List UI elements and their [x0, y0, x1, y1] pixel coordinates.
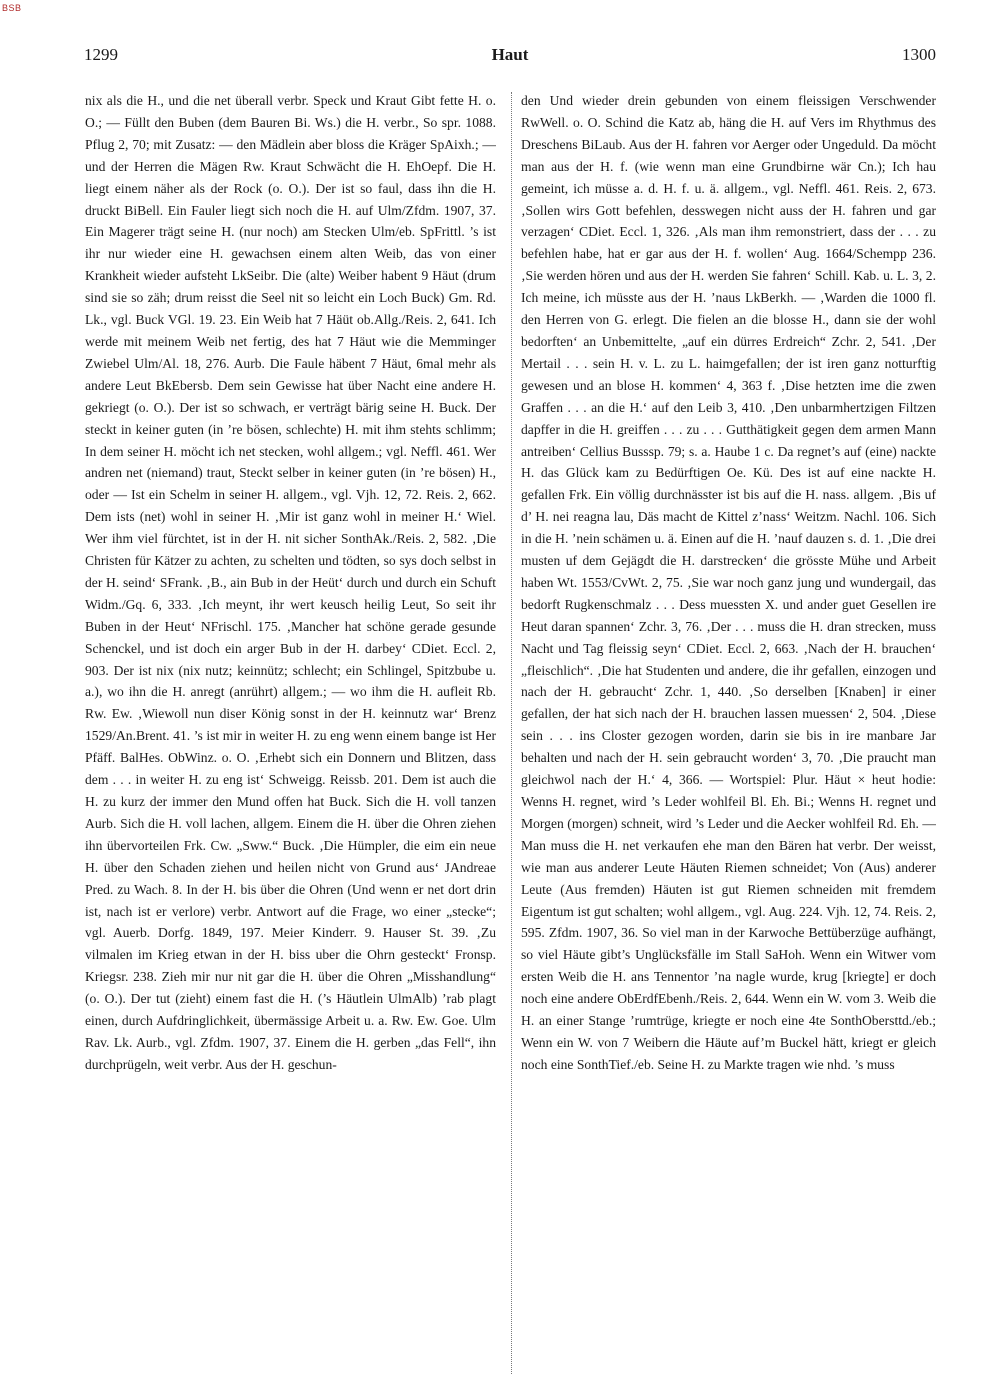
- left-column-text: nix als die H., und die net überall verbr. Speck und Kraut Gibt fette H. o. O.; — Füllt den Buben (dem Bauren Bi. Ws.) die H. verbr., So spr. 1088. Pflug 2, 70; mit Zusatz: — den Mädlein aber bloss die Kräger SpAixh.; — und der Herren die Mägen Rw. Kraut Schwächt die H. EhOepf. Die H. liegt einem näher als der Rock (o. O.). Der ist so faul, dass ihn die H. druckt BiBell. Ein Fauler liegt sich noch die H. auf Ulm/Zfdm. 1907, 37. Ein Magerer trägt seine H. (nur noch) am Stecken Ulm/eb. SpFrittl. ’s ist ihr nur wieder eine H. gewachsen einem alten Weib, das von einer Krankheit wieder aufsteht LkSeibr. Die (alte) Weiber habent 9 Häut (drum sind sie so zäh; drum reisst die Seel nit so leicht ein Loch Buck) Gm. Rd. Lk., vgl. Buck VGl. 19. 23. Ein Weib hat 7 Häüt ob.Allg./Reis. 2, 641. Ich werde mit meinem Weib net fertig, des hat 7 Häut wie die Memminger Zwiebel Ulm/Al. 18, 276. Aurb. Die Faule häbent 7 Häut, 6mal mehr als andere Leut BkEbersb. Dem sein Gewisse hat über Nacht eine andere H. gekriegt (o. O.). Der ist so schwach, er verträgt bärig seine H. Buck. Der steckt in keiner guten (in ’re bösen, schlechte) H. mit ihm stehts schlimm; In dem seiner H. möcht ich net stecken, wohl allgem.; vgl. Neffl. 461. Wer andren net (niemand) traut, Steckt selber in keiner guten (in ’re bösen) H., oder — Ist ein Schelm in seiner H. allgem., vgl. Vjh. 12, 72. Reis. 2, 662. Dem ists (net) wohl in seiner H. ‚Mir ist ganz wohl in meiner H.‘ Wiel. Wer ihm viel fürchtet, ist in der H. nit sicher SonthAk./Reis. 2, 582. ‚Die Christen für Kätzer zu achten, zu schelten und tödten, so sys doch selbst in der H. seind‘ SFrank. ‚B., ain Bub in der Heüt‘ durch und durch ein Schuft Widm./Gq. 6, 333. ‚Ich meynt, ihr wert keusch heilig Leut, So seit ihr Buben in der Heut‘ NFrischl. 175. ‚Mancher hat schöne gerade gesunde Schenckel, und ist doch ein arger Bub in der H. darbey‘ CDiet. Eccl. 2, 903. Der ist nix (nix nutz; keinnütz; schlecht; ein Schlingel, Spitzbube u. a.), wo ihn die H. anregt (anrührt) allgem.; — wo ihm die H. aufleit Rb. Rw. Ew. ‚Wiewoll nun diser König sonst in der H. keinnutz war‘ Brenz 1529/An.Brent. 41. ’s ist mir in weiter H. zu eng wenn einem bange ist Her Pfäff. BalHes. ObWinz. o. O. ‚Erhebt sich ein Donnern und Blitzen, dass dem . . . in weiter H. zu eng ist‘ Schweigg. Reissb. 201. Dem ist auch die H. zu kurz der immer den Mund offen hat Buck. Sich die H. voll tanzen Aurb. Sich die H. voll lachen, allgem. Einem die H. über die Ohren ziehen ihn übervorteilen Frk. Cw. „Sww.“ Buck. ‚Die Hümpler, die eim ein neue H. über den Schaden ziehen und heilen nicht von Grund aus‘ JAndreae Pred. zu Wach. 8. In der H. bis über die Ohren (Und wenn er net dort drin ist, nach ist er verlore) verbr. Antwort auf die Frage, wo einer „stecke“; vgl. Auerb. Dorfg. 1849, 197. Meier Kinderr. 9. Hauser St. 39. ‚Zu vilmalen im Krieg etwan in der H. biss uber die Ohrn gesteckt‘ Fronsp. Kriegsr. 238. Zieh mir nur nit gar die H. über die Ohren „Misshandlung“ (o. O.). Der tut (zieht) einem fast die H. (’s Häutlein UlmAlb) ’rab plagt einen, durch Aufdringlichkeit, übermässige Arbeit u. a. Rw. Ew. Goe. Ulm Rav. Lk. Aurb., vgl. Zfdm. 1907, 37. Einem die H. gerben „das Fell“, ihn durchprügeln, weit verbr. Aus der H. geschun-: [85, 93, 496, 1072]
- page-header: [84, 45, 936, 71]
- left-column: [85, 90, 496, 1380]
- library-stamp: BSB: [2, 3, 22, 13]
- column-divider: [511, 92, 512, 1374]
- page-number-right: 1300: [902, 45, 936, 64]
- right-column-text: den Und wieder drein gebunden von einem fleissigen Verschwender RwWell. o. O. Schind die Katz ab, häng die H. auf Vers im Rhythmus des Dreschens BiLaub. Aus der H. fahren vor Aerger oder Ungeduld. Da möcht man aus der H. f. (wie wenn man eine Grundbirne wär Cn.); Ich hau gemeint, ich müsse a. d. H. f. u. ä. allgem., vgl. Neffl. 461. Reis. 2, 673. ‚Sollen wirs Gott befehlen, desswegen nicht auss der H. fahren und gar verzagen‘ CDiet. Eccl. 1, 326. ‚Als man ihm remonstriert, dass der . . . zu befehlen habe, hat er gar aus der H. f. wollen‘ Aug. 1664/Schempp 236. ‚Sie werden hören und aus der H. werden Sie fahren‘ Schill. Kab. u. L. 3, 2. Ich meine, ich müsste aus der H. ’naus LkBerkh. — ‚Warden die 1000 fl. den Herren von G. erlegt. Die fielen an die blosse H., dann sie der wohl bedorften‘ an Unbemittelte, „auf ein dürres Erdreich“ Zchr. 2, 541. ‚Der Mertail . . . sein H. v. L. zu L. haimgefallen; der ist iren ganz notturftig gewesen und an blose H. kommen‘ 4, 363 f. ‚Dise hetzten ime die zwen Graffen . . . an die H.‘ auf den Leib 3, 410. ‚Den unbarmhertzigen Filtzen dapffer in die H. greiffen . . . zu . . . Gutthätigkeit gegen dem armen Mann antreiben‘ Cellius Busssp. 79; s. a. Haube 1 c. Da regnet’s auf (eine) nackte H. das Glück kam zu Bedürftigen Oe. Kü. Des ist auf eine nackte H. gefallen Frk. Ein völlig durchnässter ist bis auf die H. nass. allgem. ‚Bis uf d’ H. nei reagna lau, Däs macht de Kittel z’nass‘ Weitzm. Nachl. 106. Sich in die H. ’nein schämen u. ä. Einen auf die H. ’nauf dauzen s. d. 1. ‚Die drei musten uf dem Gejägdt die H. darstrecken‘ die grösste Mühe und Arbeit haben Wt. 1553/CvWt. 2, 75. ‚Sie war noch ganz jung und wundergail, das bedorft Rugkenschmalz . . . Dess muessten X. und ander guet Gesellen ire Heut daran spannen‘ Zchr. 3, 76. ‚Der . . . muss die H. dran strecken, muss Nacht und Tag fleissig seyn‘ CDiet. Eccl. 2, 663. ‚Nach der H. brauchen‘ „fleischlich“. ‚Die hat Studenten und andere, die ihr gefallen, einzogen und nach der H. gebraucht‘ Zchr. 1, 440. ‚So derselben [Knaben] ir einer gefallen, der hat sich nach der H. brauchen lassen muessen‘ 2, 504. ‚Diese sein . . . ins Closter gezogen worden, darin sie bis in ire manbare Jar behalten und nach der H. sein gebraucht worden‘ 3, 70. ‚Die praucht man gleichwol nach der H.‘ 4, 366. — Wortspiel: Plur. Häut × heut hodie: Wenns H. regnet, wird ’s Leder wohlfeil Bl. Eh. Bi.; Wenns H. regnet und Morgen (morgen) schneit, wird ’s Leder und die Aecker wohlfeil Rd. Eh. — Man muss die H. net verkaufen ehe man den Bären hat verbr. Der weisst, wie man aus anderer Leute Häuten Riemen schneidet; Von (Aus) anderer Leute (Aus fremden) Häuten ist gut Riemen schneiden mit fremdem Eigentum ist gut schalten; wohl allgem., vgl. Aug. 224. Vjh. 12, 74. Reis. 2, 595. Zfdm. 1907, 36. So viel man in der Karwoche Bettüberzüge aufhängt, so viel Häute gibt’s Unglücksfälle im Stall SaHoh. Wenn ein Witwer vom ersten Weib die H. ans Tennentor ’na nagle wurde, krug [kriegte] er doch noch eine andere ObErdfEbenh./Reis. 2, 644. Wenn ein W. vom 3. Weib die H. an einer Stange ’rumtrüge, kriegte er noch eine 4te SonthObersttd./eb.; Wenn ein W. von 7 Weibern die Häute auf’m Buckel hätt, kriegt er gleich noch eine SonthTief./eb. Seine H. zu Markte tragen wie nhd. ’s muss: [521, 93, 936, 1072]
- page-number-left: 1299: [84, 45, 118, 64]
- right-column: [521, 90, 936, 1380]
- page-title: Haut: [491, 45, 529, 64]
